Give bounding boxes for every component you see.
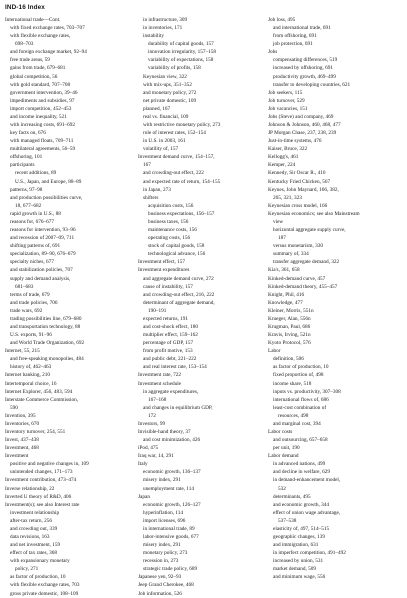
index-subentry: unemployment rate, 114: [143, 485, 194, 492]
index-subentry: and crowding out, 339: [10, 525, 58, 532]
index-subentry: determinant of aggregate demand,: [143, 299, 215, 306]
index-subentry: trading possibilities line, 679–680: [10, 315, 82, 322]
index-subentry: strategic trade policy, 689: [143, 566, 198, 573]
index-subentry: productivity growth, 469–499: [273, 73, 336, 80]
index-entry: Kinked-demand curve, 457: [268, 275, 326, 282]
index-entry: Jeep Grand Cherokee, 468: [138, 582, 194, 589]
index-subentry: and international trade, 691: [273, 25, 331, 32]
index-subentry: from profit motive, 153: [143, 348, 193, 355]
index-subentry: international flows of, 686: [273, 396, 329, 403]
index-entry: Investment schedule: [138, 380, 182, 387]
index-subentry: 190–191: [148, 307, 167, 314]
index-subentry: misery index, 291: [143, 477, 181, 484]
index-subentry: reasons for intervention, 93–96: [10, 227, 76, 234]
index-subentry: and free-speaking monopolies, 484: [10, 356, 84, 363]
index-entry: Invest, 437–438: [5, 437, 39, 444]
index-entry: Krueger, Alan, 556n: [268, 315, 311, 322]
index-subentry: and immigration, 631: [273, 542, 319, 549]
index-column-1: [5, 16, 131, 597]
index-entry: Kemper, 224: [268, 162, 296, 169]
index-subentry: specialty niches, 677: [10, 259, 54, 266]
index-entry: Just-in-time systems, 476: [268, 138, 322, 145]
index-subentry: with increasing costs, 691–692: [10, 122, 76, 129]
index-subentry: and transportation technology, 88: [10, 323, 81, 330]
index-subentry: shifters: [143, 194, 159, 201]
index-column-2: [138, 16, 262, 597]
index-subentry: in demand-enhancement model,: [273, 477, 341, 484]
index-subentry: with expansionary monetary: [10, 558, 70, 565]
index-subentry: net private domestic, 109: [143, 97, 197, 104]
index-entry: Knight, Phil, 416: [268, 291, 305, 298]
index-subentry: income share, 518: [273, 380, 312, 387]
index-subentry: and income inequality, 521: [10, 113, 67, 120]
index-subentry: view: [273, 218, 284, 225]
index-subentry: and decline in welfare, 629: [273, 469, 330, 476]
index-subentry: and public debt, 221–222: [143, 356, 197, 363]
index-subentry: from offshoring, 691: [273, 33, 317, 40]
index-entry: Job information, 526: [138, 590, 182, 597]
index-subentry: per unit, 190: [273, 445, 300, 452]
index-subentry: terms of trade, 679: [10, 291, 50, 298]
index-subentry: monetary policy, 273: [143, 550, 188, 557]
index-subentry: 698–703: [15, 41, 34, 48]
index-subentry: in aggregate expenditures,: [143, 388, 199, 395]
index-entry: Job turnover, 529: [268, 97, 305, 104]
index-entry: Jobs (Steve) and company, 469: [268, 113, 334, 120]
index-subentry: geographic changes, 139: [273, 534, 326, 540]
index-subentry: durability of capital goods, 157: [148, 41, 214, 48]
index-subentry: government intervention, 39–46: [10, 89, 78, 96]
index-subentry: role of interest rates, 152–154: [143, 130, 206, 137]
index-subentry: policy, 271: [15, 566, 39, 573]
index-columns: [5, 16, 402, 597]
index-subentry: effect of tax rates, 368: [10, 550, 57, 557]
index-subentry: real vs. financial, 109: [143, 113, 189, 120]
index-subentry: variability of expectations, 158: [148, 57, 214, 64]
index-subentry: with fixed exchange rates, 703–707: [10, 25, 85, 32]
index-subentry: Keynesian view, 322: [143, 73, 187, 80]
index-subentry: investment relationship: [10, 509, 60, 516]
index-subentry: and stabilization policies, 707: [10, 267, 73, 274]
index-entry: Kaiser, Bruce, 322: [268, 146, 308, 153]
index-subentry: reasons for, 676–677: [10, 218, 54, 225]
index-subentry: impediments and subsidies, 97: [10, 97, 75, 104]
index-subentry: hyperinflation, 114: [143, 509, 184, 516]
index-subentry: least-cost combination of: [273, 404, 327, 411]
index-subentry: 187: [278, 235, 286, 242]
index-entry: Investment effect, 157: [138, 259, 185, 266]
index-subentry: and net investment, 159: [10, 542, 61, 549]
index-subentry: and recession of 2007–09, 711: [10, 235, 75, 242]
index-subentry: with flexible exchange rates,: [10, 33, 71, 40]
index-column-3: [268, 16, 402, 581]
index-entry: Intertemporal choice, 16: [5, 380, 57, 387]
index-entry: Italy: [138, 461, 148, 468]
index-entry: Investment expenditures: [138, 267, 190, 274]
page-header: [5, 4, 402, 16]
index-entry: Kravis, Irving, 521n: [268, 332, 311, 339]
index-subentry: import competition, 452–453: [10, 105, 72, 112]
index-entry: Kleiner, Morris, 551n: [268, 307, 314, 314]
index-subentry: 590: [10, 404, 18, 411]
index-subentry: 167–168: [148, 396, 167, 403]
index-subentry: business taxes, 156: [148, 218, 189, 225]
index-subentry: variability of profits, 158: [148, 65, 201, 72]
index-subentry: with restrictive monetary policy, 273: [143, 122, 221, 129]
index-subentry: gross private domestic, 108–109: [10, 590, 79, 597]
index-subentry: offshoring, 101: [10, 154, 43, 161]
index-entry: Keynesian cross model, 166: [268, 202, 328, 209]
index-subentry: rapid growth in U.S., 88: [10, 210, 61, 217]
index-subentry: economic growth, 136–137: [143, 469, 201, 476]
index-subentry: volatility of, 157: [143, 146, 179, 153]
index-subentry: multilateral agreements, 56–59: [10, 146, 76, 153]
index-subentry: in Japan, 273: [143, 186, 171, 193]
index-entry: Investment: [5, 453, 29, 460]
index-subentry: and production possibilities curve,: [10, 194, 83, 201]
index-subentry: with managed floats, 709–711: [10, 138, 74, 145]
index-subentry: and foreign exchange market, 92–94: [10, 49, 87, 56]
index-entry: Investors, 99: [138, 420, 166, 427]
index-subentry: 18, 677–682: [15, 202, 42, 209]
index-subentry: effect of union wage advantage,: [273, 509, 341, 516]
index-subentry: key facts on, 676: [10, 130, 46, 137]
index-entry: Iraq war, 14, 291: [138, 453, 174, 460]
index-subentry: recession in, 273: [143, 558, 179, 565]
index-entry: Internet, 55, 215: [5, 348, 40, 355]
index-subentry: free trade areas, 59: [10, 57, 50, 64]
index-subentry: as factor of production, 10: [273, 364, 329, 371]
index-subentry: and real interest rate, 153–154: [143, 364, 207, 371]
index-subentry: definition, 506: [273, 356, 304, 363]
index-subentry: U.S. exports, 91–96: [10, 332, 52, 339]
index-subentry: in inventories, 171: [143, 25, 183, 32]
index-subentry: planned, 167: [143, 105, 171, 112]
index-subentry: 265, 321, 323: [273, 194, 302, 201]
index-entry: Johnson & Johnson, 460, 468, 477: [268, 122, 341, 129]
index-subentry: and changes in equilibrium GDP,: [143, 404, 213, 411]
index-subentry: elasticity of, 497, 514–515: [273, 525, 330, 532]
index-subentry: versus monetarism, 330: [273, 243, 324, 250]
index-subentry: in U.S. in 2003, 161: [143, 138, 186, 145]
index-entry: Internet banking, 210: [5, 372, 51, 379]
index-subentry: and crowding-out effect, 216, 222: [143, 291, 215, 298]
index-subentry: global competition, 56: [10, 73, 58, 80]
index-subentry: operating costs, 156: [148, 235, 191, 242]
index-subentry: 681–683: [15, 283, 34, 290]
index-entry: Invention, 395: [5, 412, 36, 419]
index-subentry: horizontal aggregate supply curve,: [273, 227, 346, 234]
index-entry: Labor: [268, 348, 281, 355]
index-subentry: and crowding-out effect, 222: [143, 170, 204, 177]
index-subentry: data revisions, 163: [10, 534, 50, 540]
index-entry: JP Morgan Chase, 237, 238, 239: [268, 130, 337, 137]
index-subentry: and economic growth, 344: [273, 501, 329, 508]
index-entry: Kellogg's, 461: [268, 154, 299, 161]
index-subentry: positive and negative changes in, 109: [10, 461, 89, 468]
index-entry: Job vacancies, 151: [268, 105, 308, 112]
index-entry: Kennedy, Sir Oscar R., 410: [268, 170, 326, 177]
index-subentry: import licenses, 696: [143, 517, 186, 524]
index-subentry: stock of capital goods, 158: [148, 243, 205, 250]
index-entry: Job seekers, 115: [268, 89, 303, 96]
index-subentry: business expectations, 156–157: [148, 210, 215, 217]
index-entry: Jobs: [268, 49, 278, 56]
index-subentry: labor-intensive goods, 677: [143, 534, 199, 540]
index-entry: Interstate Commerce Commission,: [5, 396, 79, 403]
index-entry: Investment, 468: [5, 445, 39, 452]
index-entry: Labor demand: [268, 453, 299, 460]
index-entry: Japanese yen, 92–93: [138, 574, 182, 581]
index-subentry: and outsourcing, 657–658: [273, 437, 328, 444]
index-entry: Inventories, 670: [5, 420, 40, 427]
index-subentry: and expected rate of return, 154–155: [143, 178, 221, 185]
index-subentry: inputs vs. productivity, 307–308: [273, 388, 341, 395]
index-entry: Inverted U theory of R&D, 406: [5, 493, 72, 500]
index-entry: Investment rate, 722: [138, 372, 182, 379]
index-subentry: and cost minimization, 426: [143, 437, 201, 444]
index-subentry: increased by offshoring, 691: [273, 65, 333, 72]
index-subentry: supply and demand analysis,: [10, 275, 71, 282]
index-subentry: specialization, 89–90, 676–679: [10, 251, 76, 258]
index-subentry: shifting patterns of, 691: [10, 243, 61, 250]
index-subentry: summary of, 334: [273, 251, 309, 258]
index-subentry: misery index, 291: [143, 542, 181, 549]
page-number-label: IND-16 Index: [5, 4, 45, 11]
index-subentry: compensating differences, 519: [273, 57, 338, 64]
index-entry: Investment demand curve, 154–157,: [138, 154, 215, 161]
index-subentry: market demand, 509: [273, 566, 317, 573]
index-entry: Investment(s); see also Interest rate: [5, 501, 80, 508]
index-subentry: technological advance, 156: [148, 251, 206, 258]
index-subentry: with flexible exchange rates, 703: [10, 582, 80, 589]
index-subentry: job protection, 691: [273, 41, 313, 48]
index-entry: Job loss, 495: [268, 17, 296, 23]
index-subentry: trade wars, 692: [10, 307, 43, 314]
index-subentry: with gold standard, 707–708: [10, 81, 71, 88]
index-subentry: transfer to developing countries, 621: [273, 81, 351, 88]
index-entry: Keynes, John Maynard, 166, 382,: [268, 186, 339, 193]
index-subentry: 167: [143, 162, 151, 169]
index-entry: Japan: [138, 493, 150, 500]
index-subentry: 532: [278, 485, 286, 492]
index-entry: Labor costs: [268, 428, 293, 435]
index-subentry: recent additions, 89: [15, 170, 57, 177]
index-entry: Inventory turnover, 254, 551: [5, 428, 66, 435]
index-subentry: instability: [143, 33, 164, 40]
index-entry: Kyoto Protocol, 576: [268, 340, 311, 347]
index-entry: Kentucky Fried Chicken, 567: [268, 178, 331, 185]
index-subentry: with mix-ups, 351–352: [143, 81, 192, 88]
index-entry: Keynesian economics; see also Mainstream: [268, 210, 360, 217]
index-subentry: economic growth, 126–127: [143, 501, 201, 508]
index-entry: Krugman, Paul, 686: [268, 323, 311, 330]
index-entry: Invisible-hand theory, 37: [138, 428, 191, 435]
index-subentry: expected returns, 191: [143, 315, 189, 322]
index-subentry: determinants, 495: [273, 493, 311, 500]
index-subentry: resources, 498: [278, 412, 309, 419]
index-subentry: fixed proportion of, 498: [273, 372, 324, 379]
index-subentry: maintenance costs, 156: [148, 227, 197, 234]
index-subentry: and marginal cost, 394: [273, 420, 321, 427]
index-subentry: and aggregate demand curve, 272: [143, 275, 214, 282]
index-subentry: gains from trade, 679–681: [10, 65, 66, 72]
index-subentry: percentage of GDP, 157: [143, 340, 194, 347]
index-subentry: patterns, 97–98: [10, 186, 43, 193]
index-subentry: and monetary policy, 272: [143, 89, 197, 96]
index-subentry: U.S., Japan, and Europe, 88–89: [15, 178, 82, 185]
index-entry: Investment contribution, 473–474: [5, 477, 77, 484]
index-subentry: cause of instability, 157: [143, 283, 193, 290]
index-subentry: innovation irregularity, 157–158: [148, 49, 217, 56]
index-entry: Kia's, 361, 658: [268, 267, 300, 274]
index-subentry: unintended changes, 171–173: [10, 469, 73, 476]
index-entry: Kinked-demand theory, 455–457: [268, 283, 338, 290]
index-subentry: and cost-shock effect, 180: [143, 323, 199, 330]
index-subentry: increased by union, 531: [273, 558, 324, 565]
index-entry: Internet Explorer, 456, 483, 594: [5, 388, 73, 395]
index-subentry: participants: [10, 162, 35, 169]
index-subentry: and trade policies, 706: [10, 299, 58, 306]
index-subentry: in infrastructure, 309: [143, 17, 188, 23]
index-subentry: 537–538: [278, 517, 297, 524]
index-subentry: after-tax return, 256: [10, 517, 53, 524]
index-subentry: history of, 462–463: [10, 364, 52, 371]
index-subentry: as factor of production, 10: [10, 574, 66, 581]
index-subentry: and minimum wage, 556: [273, 574, 326, 581]
index-entry: Inverse relationship, 22: [5, 485, 55, 492]
index-subentry: multiplier effect, 159–162: [143, 332, 198, 339]
index-entry: International trade—Cont.: [5, 17, 61, 23]
index-subentry: and World Trade Organization, 692: [10, 340, 85, 347]
index-subentry: in international trade, 89: [143, 525, 195, 532]
index-subentry: in imperfect competition, 491–492: [273, 550, 346, 557]
index-subentry: transfer aggregate demand, 322: [273, 259, 340, 266]
index-entry: Knowledge, 477: [268, 299, 303, 306]
index-subentry: 172: [148, 412, 156, 419]
index-subentry: acquisition costs, 156: [148, 202, 194, 209]
index-entry: iPod, 475: [138, 445, 159, 452]
index-subentry: in advanced nations, 499: [273, 461, 326, 468]
